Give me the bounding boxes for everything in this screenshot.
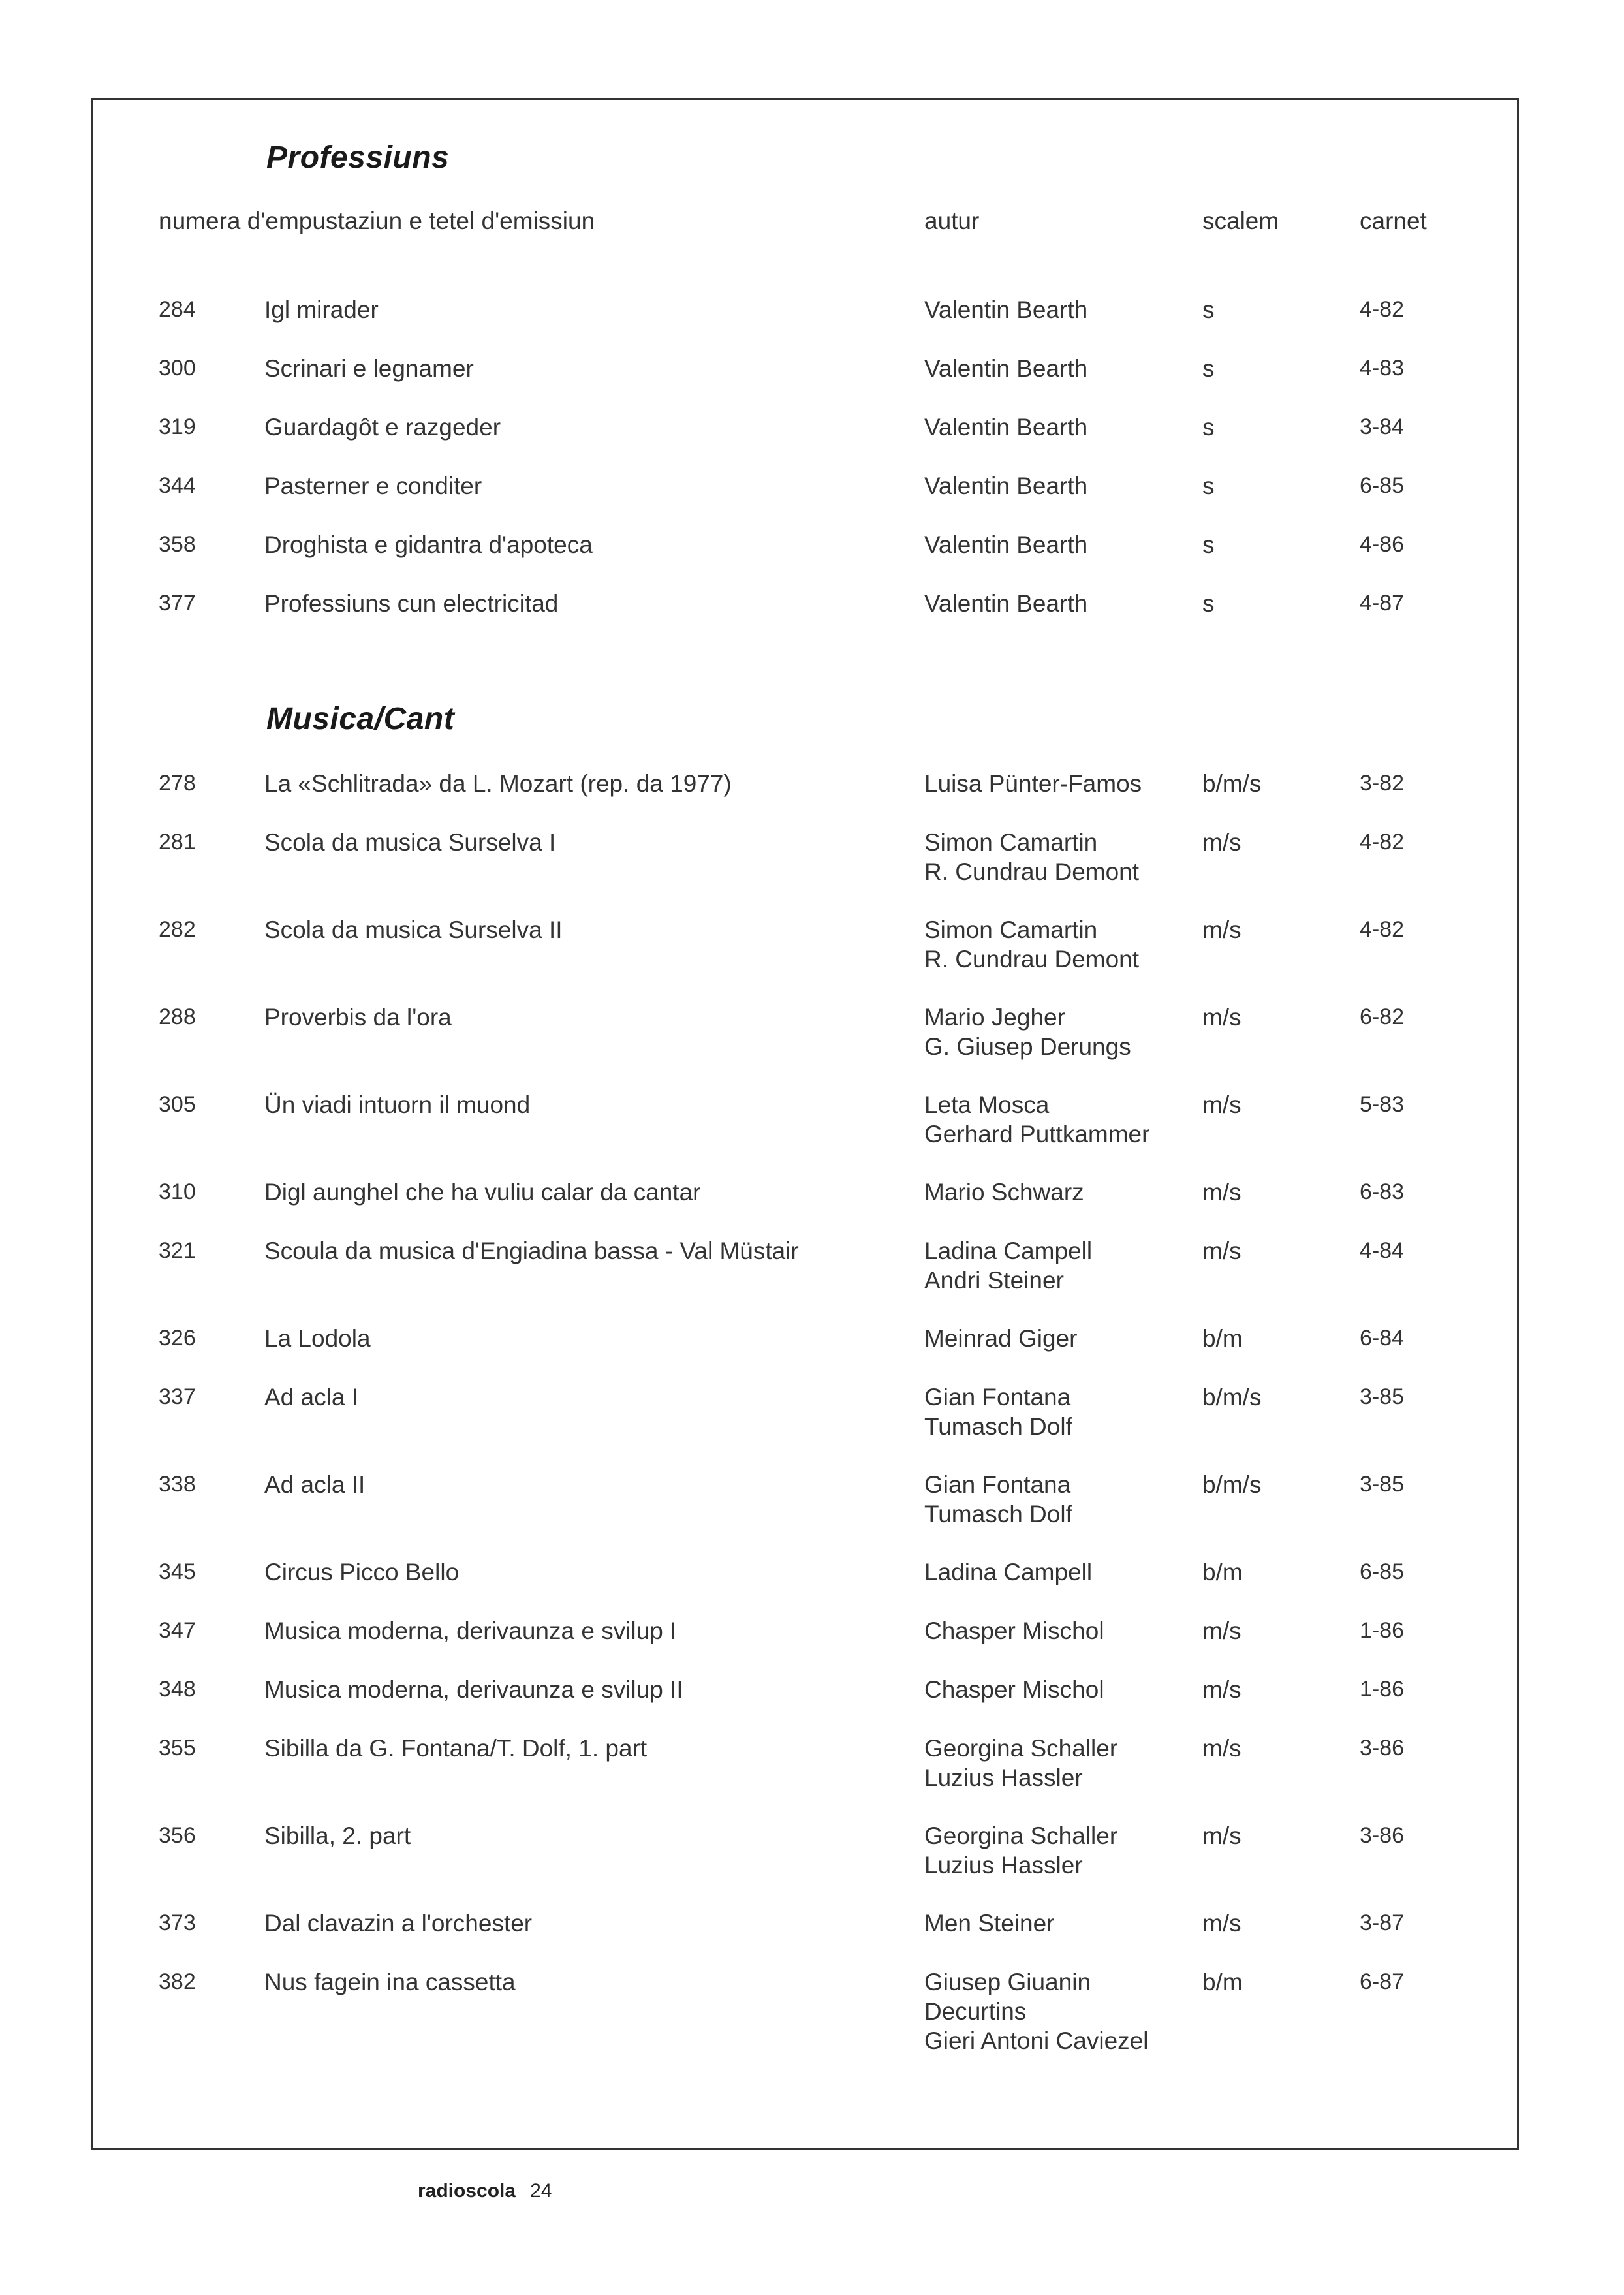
footer-page-number: 24 — [530, 2180, 552, 2202]
row-number: 338 — [159, 1472, 196, 1497]
row-title: Musica moderna, derivaunza e svilup II — [264, 1676, 683, 1703]
row-scalem: b/m/s — [1202, 1471, 1262, 1498]
row-authors — [924, 1821, 1117, 1880]
row-carnet: 3-86 — [1360, 1823, 1405, 1848]
author-name: Leta Mosca — [924, 1091, 1050, 1118]
row-carnet: 6-83 — [1360, 1179, 1405, 1204]
row-scalem: s — [1202, 473, 1215, 499]
row-scalem: m/s — [1202, 829, 1241, 856]
row-authors — [924, 769, 1142, 798]
row-authors — [924, 1616, 1104, 1646]
row-authors — [924, 1324, 1077, 1353]
author-name: Tumasch Dolf — [924, 1413, 1072, 1440]
author-name: Chasper Mischol — [924, 1676, 1104, 1703]
row-carnet: 4-82 — [1360, 297, 1405, 322]
row-carnet: 6-85 — [1360, 1559, 1405, 1584]
row-number: 281 — [159, 830, 196, 854]
row-number: 288 — [159, 1005, 196, 1029]
row-title: Igl mirader — [264, 296, 379, 323]
author-name: Valentin Bearth — [924, 531, 1088, 558]
column-header-row — [0, 208, 1624, 240]
row-carnet: 3-84 — [1360, 414, 1405, 439]
row-authors — [924, 828, 1139, 886]
row-number: 377 — [159, 591, 196, 616]
author-name: Luzius Hassler — [924, 1764, 1083, 1791]
author-name: Georgina Schaller — [924, 1822, 1118, 1849]
header-autur: autur — [924, 208, 980, 234]
row-scalem: b/m/s — [1202, 770, 1262, 797]
row-scalem: m/s — [1202, 1179, 1241, 1206]
row-title: Professiuns cun electricitad — [264, 590, 559, 617]
row-number: 305 — [159, 1092, 196, 1117]
author-name: Gieri Antoni Caviezel — [924, 2027, 1149, 2054]
row-scalem: b/m — [1202, 1969, 1243, 1995]
author-name: G. Giusep Derungs — [924, 1033, 1131, 1060]
row-carnet: 4-83 — [1360, 356, 1405, 381]
row-scalem: s — [1202, 531, 1215, 558]
author-name: Gian Fontana — [924, 1471, 1071, 1498]
row-carnet: 3-85 — [1360, 1384, 1405, 1409]
author-name: Giusep Giuanin — [924, 1969, 1091, 1995]
row-scalem: m/s — [1202, 1091, 1241, 1118]
author-name: R. Cundrau Demont — [924, 858, 1140, 885]
row-carnet: 3-87 — [1360, 1911, 1405, 1935]
row-title: Scrinari e legnamer — [264, 355, 474, 382]
author-name: Valentin Bearth — [924, 296, 1088, 323]
row-number: 344 — [159, 473, 196, 498]
row-scalem: m/s — [1202, 1910, 1241, 1937]
row-scalem: m/s — [1202, 1004, 1241, 1031]
row-number: 355 — [159, 1736, 196, 1760]
row-carnet: 4-84 — [1360, 1238, 1405, 1263]
author-name: Men Steiner — [924, 1910, 1055, 1937]
row-scalem: s — [1202, 414, 1215, 441]
author-name: Valentin Bearth — [924, 473, 1088, 499]
row-authors — [924, 1382, 1072, 1441]
row-title: Guardagôt e razgeder — [264, 414, 501, 441]
row-number: 300 — [159, 356, 196, 381]
row-authors — [924, 1967, 1148, 2055]
row-authors — [924, 589, 1087, 618]
row-title: Digl aunghel che ha vuliu calar da cantar — [264, 1179, 701, 1206]
author-name: Simon Camartin — [924, 916, 1098, 943]
row-number: 356 — [159, 1823, 196, 1848]
row-title: Scola da musica Surselva I — [264, 829, 556, 856]
page-footer — [418, 2180, 552, 2202]
row-number: 345 — [159, 1559, 196, 1584]
row-carnet: 6-87 — [1360, 1969, 1405, 1994]
row-authors — [924, 915, 1139, 974]
row-scalem: s — [1202, 355, 1215, 382]
author-name: Ladina Campell — [924, 1238, 1093, 1264]
row-scalem: m/s — [1202, 1822, 1241, 1849]
row-carnet: 4-87 — [1360, 591, 1405, 616]
row-title: Scola da musica Surselva II — [264, 916, 563, 943]
row-carnet: 6-85 — [1360, 473, 1405, 498]
author-name: Meinrad Giger — [924, 1325, 1078, 1352]
row-carnet: 3-85 — [1360, 1472, 1405, 1497]
row-number: 337 — [159, 1384, 196, 1409]
row-title: Ad acla II — [264, 1471, 366, 1498]
row-authors — [924, 295, 1087, 324]
row-authors — [924, 1003, 1131, 1061]
author-name: Gian Fontana — [924, 1384, 1071, 1411]
row-carnet: 6-84 — [1360, 1326, 1405, 1350]
author-name: Georgina Schaller — [924, 1735, 1118, 1762]
section-title-musica: Musica/Cant — [266, 702, 455, 736]
row-authors — [924, 354, 1087, 383]
row-title: Circus Picco Bello — [264, 1559, 460, 1585]
row-number: 321 — [159, 1238, 196, 1263]
author-name: Mario Schwarz — [924, 1179, 1084, 1206]
row-authors — [924, 1236, 1092, 1295]
author-name: Valentin Bearth — [924, 355, 1088, 382]
author-name: Simon Camartin — [924, 829, 1098, 856]
row-carnet: 1-86 — [1360, 1677, 1405, 1702]
header-numera-title: numera d'empustaziun e tetel d'emissiun — [159, 208, 595, 234]
row-number: 347 — [159, 1618, 196, 1643]
row-carnet: 4-86 — [1360, 532, 1405, 557]
author-name: Tumasch Dolf — [924, 1501, 1072, 1527]
row-authors — [924, 1470, 1072, 1529]
author-name: Chasper Mischol — [924, 1617, 1104, 1644]
author-name: Valentin Bearth — [924, 414, 1088, 441]
row-title: Sibilla da G. Fontana/T. Dolf, 1. part — [264, 1735, 648, 1762]
row-title: Pasterner e conditer — [264, 473, 482, 499]
header-carnet: carnet — [1360, 208, 1427, 234]
row-title: Scoula da musica d'Engiadina bassa - Val Müstair — [264, 1238, 799, 1264]
row-title: Ad acla I — [264, 1384, 358, 1411]
row-title: Proverbis da l'ora — [264, 1004, 452, 1031]
row-carnet: 5-83 — [1360, 1092, 1405, 1117]
row-number: 348 — [159, 1677, 196, 1702]
row-scalem: m/s — [1202, 1735, 1241, 1762]
row-title: La «Schlitrada» da L. Mozart (rep. da 1977) — [264, 770, 732, 797]
footer-brand: radioscola — [418, 2180, 516, 2202]
row-carnet: 3-82 — [1360, 771, 1405, 796]
row-authors — [924, 1909, 1055, 1938]
row-title: Droghista e gidantra d'apoteca — [264, 531, 593, 558]
author-name: Andri Steiner — [924, 1267, 1064, 1294]
row-title: La Lodola — [264, 1325, 371, 1352]
row-scalem: m/s — [1202, 916, 1241, 943]
row-number: 284 — [159, 297, 196, 322]
row-scalem: s — [1202, 296, 1215, 323]
author-name: Valentin Bearth — [924, 590, 1088, 617]
row-authors — [924, 1675, 1104, 1704]
row-authors — [924, 471, 1087, 501]
row-scalem: m/s — [1202, 1676, 1241, 1703]
row-number: 282 — [159, 917, 196, 942]
row-scalem: b/m/s — [1202, 1384, 1262, 1411]
row-authors — [924, 413, 1087, 442]
row-authors — [924, 1178, 1084, 1207]
author-name: Mario Jegher — [924, 1004, 1065, 1031]
row-title: Sibilla, 2. part — [264, 1822, 411, 1849]
row-authors — [924, 1557, 1092, 1587]
author-name: Gerhard Puttkammer — [924, 1121, 1150, 1148]
row-scalem: m/s — [1202, 1238, 1241, 1264]
row-authors — [924, 530, 1087, 559]
row-number: 310 — [159, 1179, 196, 1204]
row-title: Nus fagein ina cassetta — [264, 1969, 516, 1995]
author-name: Ladina Campell — [924, 1559, 1093, 1585]
section-title-professiuns: Professiuns — [266, 140, 450, 175]
author-name: Luzius Hassler — [924, 1852, 1083, 1879]
row-number: 358 — [159, 532, 196, 557]
row-number: 326 — [159, 1326, 196, 1350]
row-carnet: 4-82 — [1360, 830, 1405, 854]
row-title: Dal clavazin a l'orchester — [264, 1910, 533, 1937]
row-carnet: 1-86 — [1360, 1618, 1405, 1643]
row-carnet: 3-86 — [1360, 1736, 1405, 1760]
row-carnet: 4-82 — [1360, 917, 1405, 942]
row-scalem: m/s — [1202, 1617, 1241, 1644]
row-carnet: 6-82 — [1360, 1005, 1405, 1029]
row-scalem: s — [1202, 590, 1215, 617]
author-name: R. Cundrau Demont — [924, 946, 1140, 973]
row-authors — [924, 1090, 1149, 1149]
row-title: Musica moderna, derivaunza e svilup I — [264, 1617, 677, 1644]
row-title: Ün viadi intuorn il muond — [264, 1091, 531, 1118]
author-name: Luisa Pünter-Famos — [924, 770, 1142, 797]
author-name: Decurtins — [924, 1998, 1027, 2025]
row-number: 373 — [159, 1911, 196, 1935]
row-number: 319 — [159, 414, 196, 439]
row-number: 278 — [159, 771, 196, 796]
row-scalem: b/m — [1202, 1559, 1243, 1585]
row-scalem: b/m — [1202, 1325, 1243, 1352]
header-scalem: scalem — [1202, 208, 1279, 234]
row-authors — [924, 1734, 1117, 1792]
row-number: 382 — [159, 1969, 196, 1994]
